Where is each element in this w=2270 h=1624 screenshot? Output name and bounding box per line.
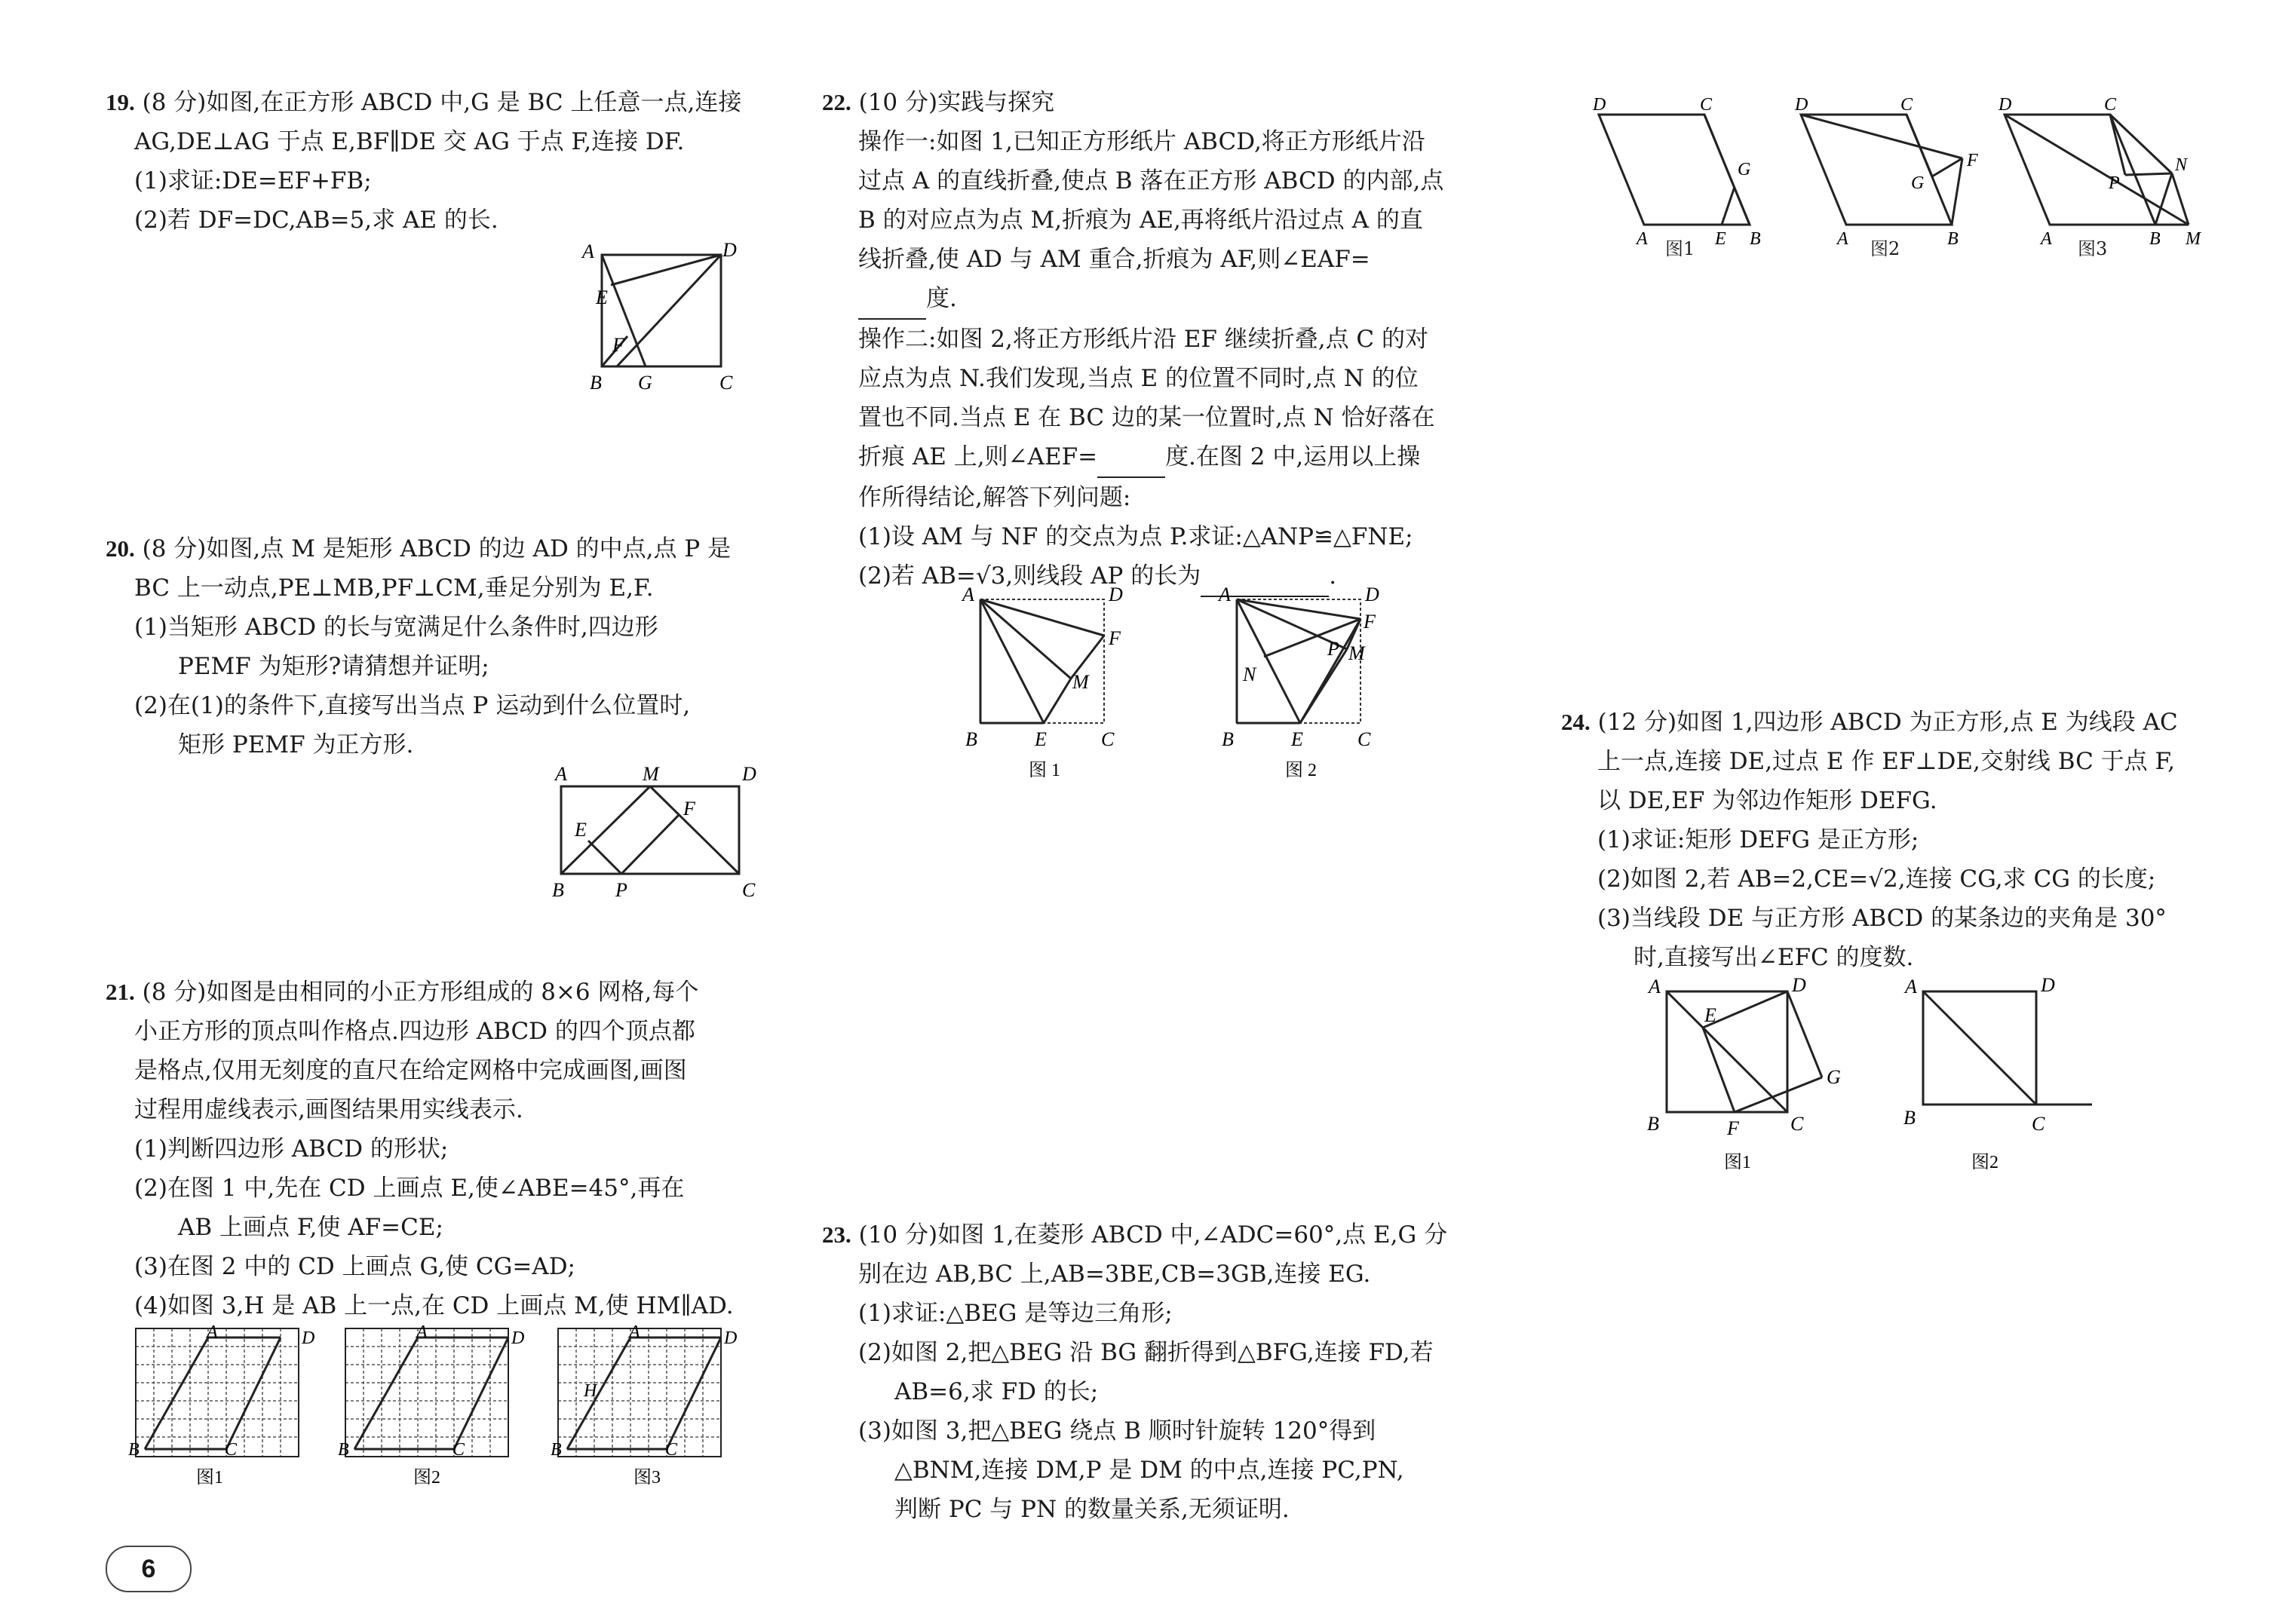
label-G: G	[1738, 160, 1751, 179]
operation-2: 应点为点 N.我们发现,当点 E 的位置不同时,点 N 的位	[858, 365, 1419, 392]
operation-1: 线折叠,使 AD 与 AM 重合,折痕为 AF,则∠EAF=	[858, 246, 1370, 273]
label-E: E	[575, 819, 587, 841]
figure-23-3	[1983, 90, 2210, 256]
label-B: B	[1750, 229, 1761, 249]
label-P: P	[2109, 173, 2120, 193]
operation-2: 操作二:如图 2,将正方形纸片沿 EF 继续折叠,点 C 的对	[858, 326, 1429, 353]
question-3: (3)如图 3,把△BEG 绕点 B 顺时针旋转 120°得到	[858, 1417, 1376, 1445]
label-A: A	[1637, 229, 1648, 249]
problem-24	[1561, 703, 2178, 977]
caption: 图1	[1665, 238, 1695, 259]
label-D: D	[724, 1328, 738, 1348]
question-1: (1)求证:△BEG 是等边三角形;	[858, 1300, 1173, 1327]
figure-24-2	[1893, 976, 2119, 1172]
label-A: A	[1649, 976, 1661, 997]
question-1-cont: PEMF 为矩形?请猜想并证明;	[178, 653, 489, 680]
label-D: D	[511, 1328, 525, 1348]
caption: 图 2	[1285, 761, 1317, 780]
label-B: B	[338, 1440, 349, 1460]
operation-2: 折痕 AE 上,则∠AEF=	[858, 443, 1098, 470]
caption: 图2	[1870, 238, 1900, 259]
figure-21-2	[338, 1321, 541, 1494]
label-A: A	[962, 584, 974, 605]
problem-22	[822, 83, 1443, 597]
left-column	[0, 0, 769, 1624]
label-A: A	[1219, 584, 1231, 605]
caption: 图1	[196, 1468, 223, 1488]
label-C: C	[719, 372, 733, 394]
label-F: F	[1967, 151, 1978, 170]
label-M: M	[2186, 229, 2201, 249]
label-D: D	[2041, 976, 2055, 996]
question-3: (3)在图 2 中的 CD 上画点 G,使 CG=AD;	[134, 1253, 575, 1280]
figure-21-1	[128, 1321, 332, 1494]
label-A: A	[207, 1322, 218, 1342]
operation-1-end: 度.	[926, 285, 957, 312]
label-C: C	[1790, 1113, 1804, 1135]
label-F: F	[612, 334, 624, 356]
label-F: F	[1109, 627, 1121, 649]
label-E: E	[1715, 229, 1726, 249]
question-2: (2)若 AB=√3,则线段 AP 的长为	[858, 562, 1201, 590]
label-F: F	[1364, 611, 1376, 633]
label-B: B	[551, 1440, 562, 1460]
caption: 图3	[633, 1468, 661, 1488]
label-C: C	[1357, 728, 1371, 750]
label-A: A	[1837, 229, 1848, 249]
figure-19	[573, 240, 754, 398]
caption: 图1	[1724, 1153, 1751, 1172]
figure-23-2	[1780, 90, 1999, 256]
problem-text: BC 上一动点,PE⊥MB,PF⊥CM,垂足分别为 E,F.	[134, 575, 654, 602]
label-B: B	[1903, 1107, 1916, 1129]
label-C: C	[452, 1440, 465, 1460]
label-C: C	[2104, 95, 2117, 115]
label-G: G	[638, 372, 652, 394]
label-E: E	[596, 286, 608, 308]
question-2: (2)如图 2,把△BEG 沿 BG 翻折得到△BFG,连接 FD,若	[858, 1339, 1434, 1366]
label-B: B	[1947, 229, 1959, 249]
grid	[558, 1328, 721, 1457]
label-H: H	[584, 1381, 597, 1401]
label-C: C	[665, 1440, 678, 1460]
problem-number: 23.	[822, 1221, 851, 1248]
label-G: G	[1827, 1066, 1841, 1088]
problem-20	[106, 529, 731, 765]
label-D: D	[1795, 95, 1808, 115]
operation-1: 操作一:如图 1,已知正方形纸片 ABCD,将正方形纸片沿	[858, 128, 1425, 155]
problem-23	[822, 1215, 1447, 1529]
problem-title: (10 分)实践与探究	[858, 89, 1055, 116]
problem-text: 上一点,连接 DE,过点 E 作 EF⊥DE,交射线 BC 于点 F,	[1597, 748, 2176, 775]
label-D: D	[1593, 95, 1606, 115]
label-C: C	[1700, 95, 1713, 115]
question-2-cont: AB 上画点 F,使 AF=CE;	[178, 1214, 443, 1241]
question-1: (1)当矩形 ABCD 的长与宽满足什么条件时,四边形	[134, 614, 658, 641]
label-M: M	[643, 763, 659, 785]
problem-number: 24.	[1561, 709, 1591, 735]
page-number: 6	[106, 1546, 192, 1592]
problem-text: (8 分)如图,在正方形 ABCD 中,G 是 BC 上任意一点,连接	[142, 89, 742, 116]
figure-24-1	[1637, 976, 1855, 1172]
caption: 图 1	[1029, 761, 1060, 780]
question-4: (4)如图 3,H 是 AB 上一点,在 CD 上画点 M,使 HM∥AD.	[134, 1292, 734, 1319]
label-C: C	[225, 1440, 238, 1460]
label-D: D	[742, 763, 756, 785]
problem-text: (12 分)如图 1,四边形 ABCD 为正方形,点 E 为线段 AC	[1597, 709, 2178, 736]
question-2-end: .	[1329, 562, 1337, 590]
problem-number: 21.	[106, 979, 135, 1005]
label-B: B	[128, 1440, 140, 1460]
operation-1: 过点 A 的直线折叠,使点 B 落在正方形 ABCD 的内部,点	[858, 167, 1444, 195]
label-E: E	[1291, 728, 1303, 750]
label-D: D	[1999, 95, 2012, 115]
figure-21-3	[551, 1321, 762, 1494]
label-A: A	[582, 241, 594, 262]
label-D: D	[722, 240, 737, 261]
label-M: M	[1072, 671, 1089, 693]
problem-19	[106, 83, 741, 240]
question-2-cont: AB=6,求 FD 的长;	[894, 1378, 1099, 1405]
question-1: (1)设 AM 与 NF 的交点为点 P.求证:△ANP≌△FNE;	[858, 523, 1413, 550]
operation-2: 作所得结论,解答下列问题:	[858, 484, 1131, 511]
problem-text: (10 分)如图 1,在菱形 ABCD 中,∠ADC=60°,点 E,G 分	[858, 1221, 1448, 1249]
label-N: N	[2175, 155, 2188, 175]
label-C: C	[742, 879, 756, 901]
question-2: (2)在(1)的条件下,直接写出当点 P 运动到什么位置时,	[134, 692, 691, 719]
problem-text: 别在边 AB,BC 上,AB=3BE,CB=3GB,连接 EG.	[858, 1261, 1371, 1288]
caption: 图3	[2078, 238, 2108, 259]
label-D: D	[1365, 584, 1379, 605]
problem-text: (8 分)如图是由相同的小正方形组成的 8×6 网格,每个	[142, 979, 699, 1006]
grid	[345, 1328, 508, 1457]
question-1: (1)求证:DE=EF+FB;	[134, 167, 372, 195]
label-B: B	[1647, 1113, 1659, 1135]
question-3-cont: △BNM,连接 DM,P 是 DM 的中点,连接 PC,PN,	[894, 1457, 1404, 1484]
question-3-cont: 判断 PC 与 PN 的数量关系,无须证明.	[894, 1496, 1290, 1523]
problem-text: (8 分)如图,点 M 是矩形 ABCD 的边 AD 的中点,点 P 是	[142, 535, 732, 562]
label-C: C	[1900, 95, 1913, 115]
problem-text: 过程用虚线表示,画图结果用实线表示.	[134, 1096, 523, 1123]
label-D: D	[1792, 976, 1806, 996]
problem-21	[106, 973, 734, 1325]
caption: 图2	[413, 1468, 440, 1488]
problem-number: 19.	[106, 89, 135, 115]
label-G: G	[1911, 173, 1925, 193]
problem-number: 20.	[106, 535, 135, 562]
label-B: B	[552, 879, 564, 901]
question-2: (2)在图 1 中,先在 CD 上画点 E,使∠ABE=45°,再在	[134, 1175, 685, 1202]
label-A: A	[629, 1322, 640, 1342]
label-E: E	[1035, 728, 1047, 750]
problem-text: AG,DE⊥AG 于点 E,BF∥DE 交 AG 于点 F,连接 DF.	[134, 128, 685, 155]
question-1: (1)判断四边形 ABCD 的形状;	[134, 1135, 449, 1163]
problem-text: 是格点,仅用无刻度的直尺在给定网格中完成画图,画图	[134, 1057, 687, 1084]
problem-text: 以 DE,EF 为邻边作矩形 DEFG.	[1597, 787, 1937, 814]
caption: 图2	[1971, 1153, 1999, 1172]
label-A: A	[416, 1322, 428, 1342]
label-P: P	[615, 879, 627, 901]
operation-1: B 的对应点为点 M,折痕为 AE,再将纸片沿过点 A 的直	[858, 207, 1423, 234]
problem-text: 小正方形的顶点叫作格点.四边形 ABCD 的四个顶点都	[134, 1018, 695, 1045]
label-E: E	[1704, 1004, 1716, 1026]
label-D: D	[1109, 584, 1123, 605]
label-F: F	[683, 798, 695, 820]
question-3-cont: 时,直接写出∠EFC 的度数.	[1633, 944, 1914, 971]
label-C: C	[2032, 1113, 2045, 1135]
label-A: A	[555, 763, 567, 785]
label-A: A	[1905, 976, 1917, 997]
figure-22-1	[950, 584, 1131, 780]
label-B: B	[2149, 229, 2161, 249]
label-A: A	[2041, 229, 2052, 249]
label-N: N	[1243, 663, 1256, 685]
label-C: C	[1101, 728, 1115, 750]
label-F: F	[1727, 1117, 1739, 1139]
question-1: (1)求证:矩形 DEFG 是正方形;	[1597, 826, 1919, 853]
label-B: B	[1222, 728, 1234, 750]
figure-20	[543, 758, 762, 901]
answer-blank[interactable]	[858, 279, 926, 320]
question-2: (2)若 DF=DC,AB=5,求 AE 的长.	[134, 207, 498, 234]
answer-blank[interactable]	[1097, 437, 1165, 478]
grid	[136, 1328, 299, 1457]
label-B: B	[590, 372, 602, 394]
figure-22-2	[1207, 584, 1388, 780]
question-2-cont: 矩形 PEMF 为正方形.	[178, 731, 414, 758]
question-2: (2)如图 2,若 AB=2,CE=√2,连接 CG,求 CG 的长度;	[1597, 866, 2156, 893]
label-M: M	[1348, 642, 1365, 664]
question-3: (3)当线段 DE 与正方形 ABCD 的某条边的夹角是 30°	[1597, 905, 2167, 932]
operation-2: 度.在图 2 中,运用以上操	[1165, 443, 1421, 470]
label-B: B	[965, 728, 977, 750]
problem-number: 22.	[822, 89, 851, 115]
right-column	[1523, 0, 2270, 1624]
label-P: P	[1327, 638, 1339, 660]
middle-column	[769, 0, 1523, 1624]
label-D: D	[302, 1328, 315, 1348]
operation-2: 置也不同.当点 E 在 BC 边的某一位置时,点 N 恰好落在	[858, 404, 1435, 431]
figure-23-1	[1576, 90, 1787, 256]
